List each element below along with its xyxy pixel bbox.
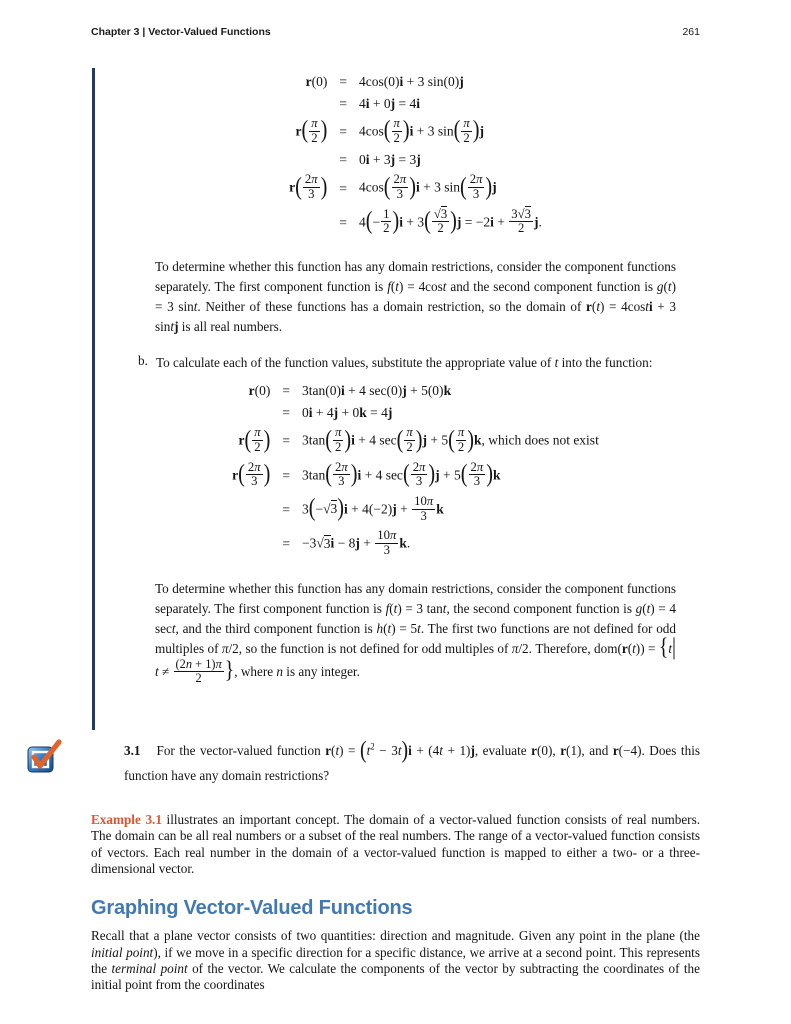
equals-sign: =	[339, 124, 347, 140]
italic-math: π	[457, 425, 465, 440]
italic-math: π	[476, 459, 484, 474]
bold-math: r	[612, 743, 619, 759]
big-delimiter: (	[396, 425, 404, 454]
fraction-numerator: 2π	[469, 172, 483, 187]
fraction-denominator: 3	[333, 474, 350, 489]
fraction-denominator: 3	[411, 474, 428, 489]
fraction-numerator: 2π	[393, 172, 407, 187]
bold-math: j	[174, 319, 179, 335]
fraction-denominator: 2	[456, 440, 466, 455]
equation-lhs	[289, 209, 339, 237]
equation-rhs: 0i + 4j + 0k = 4j	[301, 405, 393, 421]
fraction-numerator: 3√3	[511, 206, 531, 221]
bold-math: i	[357, 466, 362, 482]
italic-math: t	[155, 663, 159, 679]
fraction-numerator: 10π	[377, 528, 397, 543]
bold-math: j	[387, 405, 393, 421]
page-number: 261	[682, 26, 700, 38]
equation-rhs: 3(−√3)i + 4(−2)j + $\frac{10\pi}{3}$ k	[301, 493, 444, 523]
equation-row	[232, 405, 599, 421]
bold-math: j	[492, 179, 497, 195]
equals-sign: =	[282, 383, 290, 399]
equation-row	[232, 493, 599, 524]
fraction-denominator: 3	[412, 509, 435, 524]
fraction	[404, 426, 414, 454]
bold-math: j	[392, 501, 397, 517]
italic-math: π	[426, 493, 434, 508]
equation-rhs: 3tan(0)i + 4 sec(0)j + 5(0)k	[301, 383, 452, 399]
italic-math: π	[511, 640, 519, 656]
fraction-numerator	[432, 208, 449, 222]
equals-sign: =	[339, 214, 347, 230]
fraction	[468, 173, 485, 201]
italic-math: π	[221, 640, 229, 656]
equals-sign: =	[282, 502, 290, 518]
italic-math: π	[419, 459, 426, 474]
italic-math: f	[385, 600, 390, 616]
big-delimiter: )	[320, 173, 328, 201]
fraction	[309, 117, 319, 145]
big-delimiter: (	[325, 460, 332, 488]
fraction-numerator: 2π	[304, 172, 318, 187]
big-delimiter: (	[365, 207, 373, 235]
bold-math: i	[308, 405, 313, 421]
big-delimiter: )	[337, 494, 345, 523]
equation-rhs: 4i + 0j = 4i	[359, 96, 421, 111]
bold-math: i	[408, 743, 412, 759]
italic-math: π	[215, 656, 222, 671]
italic-math: n	[276, 663, 283, 679]
italic-math: π	[254, 459, 261, 474]
equation-row	[289, 74, 542, 90]
bold-math: r	[289, 179, 296, 195]
italic-math: t	[442, 600, 447, 616]
big-delimiter: (	[424, 207, 431, 235]
equation-lhs	[232, 459, 282, 490]
fraction	[303, 173, 320, 201]
big-delimiter: {	[658, 633, 669, 661]
italic-math: t	[646, 600, 651, 616]
italic-math: t	[442, 279, 447, 295]
bold-math: k	[436, 501, 444, 517]
fraction-denominator: 2	[309, 131, 319, 146]
big-delimiter: )	[486, 460, 493, 488]
bold-math: j	[390, 96, 396, 111]
equation-lhs	[232, 530, 282, 558]
fraction-numerator: 2π	[470, 459, 484, 474]
bold-math: j	[422, 432, 427, 448]
fraction-numerator	[333, 426, 343, 440]
big-delimiter: )	[392, 207, 400, 235]
italic-math: t	[395, 279, 399, 295]
fraction	[432, 208, 449, 236]
fraction	[246, 461, 263, 489]
italic-math: π	[311, 172, 318, 187]
equals-sign: =	[282, 536, 290, 552]
italic-math: π	[406, 425, 413, 440]
equation-rhs: 3tan( $\frac{2\pi}{3}$ )i + 4 sec( $\frac{2\pi}{3}$ )j + 5( $\frac{2\pi}{3}$ )k	[301, 459, 501, 489]
big-delimiter: )	[472, 116, 480, 145]
big-delimiter: )	[344, 425, 352, 454]
page-header	[0, 0, 791, 38]
equation-row	[232, 383, 599, 399]
big-delimiter: )	[450, 207, 457, 235]
bold-math: j	[470, 743, 475, 759]
checkpoint-text	[124, 735, 700, 788]
bold-math: j	[456, 214, 462, 230]
big-delimiter: (	[448, 425, 455, 454]
italic-math: g	[656, 279, 664, 295]
bold-math: r	[305, 74, 312, 89]
fraction-numerator: 1	[383, 206, 390, 221]
bold-math: i	[340, 383, 345, 399]
italic-math: t	[171, 620, 176, 636]
big-delimiter: )	[402, 116, 410, 145]
fraction-numerator: 2π	[334, 459, 348, 474]
fraction-numerator	[461, 117, 471, 131]
fraction-numerator: (2n + 1)π	[175, 656, 222, 671]
bold-math: i	[365, 96, 370, 111]
big-delimiter: |	[672, 633, 676, 661]
radicand: 3	[330, 501, 338, 517]
big-delimiter: )	[263, 425, 271, 454]
fraction-numerator	[456, 426, 466, 440]
equals-sign: =	[339, 180, 347, 196]
section-heading: Graphing Vector-Valued Functions	[91, 897, 413, 920]
bold-math: i	[399, 74, 404, 89]
fraction-denominator: 3	[469, 474, 486, 489]
italic-math: t	[193, 299, 198, 315]
fraction	[461, 117, 471, 145]
page-content	[0, 68, 791, 994]
italic-math: g	[635, 600, 643, 616]
italic-math: t	[417, 620, 421, 636]
fraction	[456, 426, 466, 454]
big-delimiter: (	[453, 116, 461, 145]
big-delimiter: )	[401, 735, 409, 764]
bold-math: j	[402, 383, 407, 399]
italic-math: π	[311, 116, 318, 130]
fraction-denominator: 2	[461, 131, 471, 146]
radicand: 3	[323, 535, 331, 551]
equation-block-b	[232, 377, 599, 565]
big-delimiter: (	[383, 173, 391, 201]
fraction-denominator: 2	[509, 221, 533, 236]
equation-rhs: 0i + 3j = 3j	[359, 152, 421, 168]
checkpoint-number: 3.1	[124, 743, 141, 759]
equals-sign: =	[339, 74, 347, 89]
example-solution	[91, 68, 700, 687]
fraction-numerator	[392, 117, 402, 131]
big-delimiter: (	[238, 460, 245, 488]
radicand: 3	[524, 206, 531, 221]
equation-lhs: r(0)	[248, 383, 271, 399]
bold-math: r	[295, 123, 302, 139]
big-delimiter: (	[383, 116, 391, 145]
italic-math: π	[476, 172, 483, 187]
equation-lhs	[289, 118, 339, 146]
italic-math: t	[668, 640, 673, 656]
fraction	[509, 208, 533, 236]
fraction	[411, 461, 428, 489]
example-note-paragraph: Example 3.1 illustrates an important concept. The domain of a vector-valued function consists of real numbers. The domain can be all real numbers or a subset of the real numbers. The range of a vector-valued function consists of vectors. Each real number in the domain of a vector-valued function is mapped to either a two- or a three-dimensional vector.	[91, 811, 701, 877]
italic-math: t	[632, 640, 636, 656]
example-label: Example 3.1	[91, 811, 162, 827]
equation-block-a	[289, 68, 542, 243]
big-delimiter: )	[428, 460, 436, 488]
bold-math: j	[435, 466, 440, 482]
big-delimiter: (	[459, 173, 467, 201]
bold-math: i	[415, 179, 420, 195]
fraction-numerator: 2π	[247, 459, 261, 474]
fraction	[381, 208, 391, 236]
fraction-denominator: 2	[252, 440, 262, 455]
fraction-denominator: 3	[375, 543, 398, 558]
italic-math: t	[439, 743, 443, 759]
equation-lhs	[289, 152, 339, 168]
equation-row	[289, 118, 542, 146]
big-delimiter: (	[295, 173, 302, 201]
equation-lhs	[289, 96, 339, 112]
bold-math: i	[351, 432, 355, 448]
item-b-intro: To calculate each of the function values, substitute the appropriate value of t into the function:	[156, 355, 653, 371]
big-delimiter: )	[485, 173, 493, 201]
radicand: 3	[440, 206, 448, 221]
equation-row	[232, 530, 599, 558]
fraction	[333, 461, 350, 489]
italic-math: t	[393, 600, 398, 616]
italic-math: h	[376, 620, 384, 636]
fraction	[392, 117, 402, 145]
big-delimiter: (	[402, 460, 410, 488]
fraction	[252, 426, 262, 454]
italic-math: π	[254, 425, 261, 440]
bold-math: j	[333, 405, 339, 421]
example-solution-rule	[92, 68, 95, 730]
bold-math: i	[365, 152, 370, 168]
bold-math: i	[330, 535, 335, 551]
italic-math: t	[596, 299, 600, 315]
square-root: √3	[517, 206, 531, 221]
big-delimiter: )	[320, 116, 328, 145]
square-root: √3	[433, 206, 448, 221]
bold-math: r	[531, 743, 537, 759]
bold-math: j	[416, 152, 421, 168]
big-delimiter: (	[244, 425, 252, 454]
bold-math: k	[492, 466, 501, 482]
checkbox-icon-svg	[27, 739, 63, 773]
equation-rhs: 4cos(0)i + 3 sin(0)j	[359, 74, 464, 89]
big-delimiter: (	[460, 460, 468, 488]
bold-math: j	[355, 535, 360, 551]
fraction-denominator: 3	[246, 474, 263, 489]
fraction-denominator: 2	[174, 671, 224, 685]
italic-math: initial point	[91, 944, 154, 960]
fraction-denominator: 2	[383, 221, 390, 236]
bold-math: i	[648, 299, 653, 315]
bold-math: i	[416, 96, 421, 111]
bold-math: j	[533, 214, 539, 230]
equals-sign: =	[282, 405, 290, 421]
checkpoint-question: For the vector-valued function $r(t) = (t^2 - 3t)i + (4t + 1)j$, evaluate r(0), r(1), and r(−4). Does this function have any domain restrictions?	[124, 735, 700, 783]
italic-math: π	[389, 528, 397, 543]
bold-math: r	[560, 743, 567, 759]
fraction-denominator: 3	[392, 187, 409, 202]
fraction-denominator: 3	[303, 187, 320, 202]
big-delimiter: )	[467, 425, 474, 454]
square-root: √3	[323, 501, 338, 517]
fraction	[392, 173, 409, 201]
big-delimiter: (	[308, 494, 316, 523]
fraction-numerator	[252, 426, 262, 440]
bold-math: k	[359, 405, 367, 421]
fraction-numerator: 2π	[412, 459, 426, 474]
checkpoint-checkbox-icon	[27, 739, 63, 773]
italic-math: π	[399, 172, 407, 187]
italic-math: t	[667, 279, 672, 295]
big-delimiter: (	[301, 116, 309, 145]
bold-math: j	[479, 123, 484, 139]
fraction-numerator: 10π	[414, 493, 434, 508]
domain-paragraph-b: To determine whether this function has any domain restrictions, consider the component functions separately. The first component function is f(t) = 3 tant, the second component function is g(t) = 4 sect, and the third component function is h(t) = 5t. The first two functions are not defined for odd multiples of π/2, so the function is not defined for odd multiples of π/2. Therefore, dom(r(t)) = {t|t ≠ $\frac{(2n + 1)\pi}{2}$ }, where n is any integer.	[155, 580, 676, 686]
big-delimiter: )	[409, 173, 416, 201]
fraction	[469, 461, 486, 489]
fraction	[375, 529, 398, 557]
square-root: √3	[316, 535, 331, 551]
equation-lhs	[289, 174, 339, 202]
fraction-denominator: 2	[333, 440, 343, 455]
equation-rhs: 4cos( $\frac{\pi}{2}$ )i + 3 sin( $\frac{\pi}{2}$ )j	[359, 116, 484, 145]
equals-sign: =	[282, 467, 290, 483]
big-delimiter: )	[415, 425, 423, 454]
fraction-numerator	[309, 117, 319, 131]
italic-math: t	[335, 743, 340, 759]
equation-row	[289, 206, 542, 237]
bold-math: k	[399, 535, 407, 551]
equation-row	[289, 152, 542, 168]
equation-lhs	[232, 427, 282, 455]
bold-math: k	[443, 383, 452, 399]
item-b	[138, 353, 676, 373]
equation-lhs	[232, 496, 282, 524]
equation-lhs: r(0)	[305, 74, 328, 89]
fraction-denominator: 2	[392, 131, 402, 146]
fraction-denominator: 2	[432, 221, 449, 236]
bold-math: j	[390, 152, 396, 168]
chapter-header: Chapter 3 | Vector-Valued Functions	[91, 26, 271, 38]
fraction	[174, 658, 224, 686]
italic-math: terminal point	[111, 961, 188, 977]
bold-math: j	[459, 74, 464, 89]
bold-math: i	[344, 501, 348, 517]
big-delimiter: )	[350, 460, 358, 488]
superscript: 2	[370, 741, 375, 752]
equation-rhs: 4(− $\frac{1}{2}$ )i + 3( $\frac{√3}{2}$ )j = −2i + $\frac{3√3}{2}$ j.	[359, 206, 542, 236]
italic-math: π	[341, 459, 348, 474]
italic-math: n	[185, 656, 193, 671]
bold-math: r	[248, 383, 255, 399]
big-delimiter: )	[263, 460, 271, 488]
domain-paragraph-a: To determine whether this function has any domain restrictions, consider the component functions separately. The first component function is f(t) = 4cost and the second component function is g(t) = 3 sint. Neither of these functions has a domain restriction, so the domain of r(t) = 4costi + 3 sintj is all real numbers.	[155, 259, 676, 335]
italic-math: t	[554, 355, 559, 371]
italic-math: t	[366, 743, 371, 759]
checkpoint-3-1	[91, 735, 700, 788]
item-b-label: b.	[138, 353, 148, 369]
italic-math: t	[387, 620, 392, 636]
equals-sign: =	[339, 152, 347, 168]
fraction-denominator: 2	[404, 440, 414, 455]
fraction-denominator: 3	[468, 187, 485, 202]
equation-rhs: 3tan( $\frac{\pi}{2}$ )i + 4 sec( $\frac{\pi}{2}$ )j + 5( $\frac{\pi}{2}$ )k, which does not exist	[301, 425, 599, 454]
equation-row	[232, 459, 599, 490]
big-delimiter: }	[224, 656, 235, 684]
italic-math: t	[397, 743, 402, 759]
italic-math: t	[645, 299, 649, 315]
bold-math: r	[232, 466, 239, 482]
equation-row	[289, 174, 542, 202]
equation-rhs: −3√3i − 8j + $\frac{10\pi}{3}$ k.	[301, 528, 411, 557]
equation-lhs	[232, 405, 282, 421]
big-delimiter: (	[360, 735, 367, 764]
bold-math: i	[409, 123, 414, 139]
bold-math: r	[238, 432, 245, 448]
big-delimiter: (	[325, 425, 332, 454]
equals-sign: =	[339, 96, 347, 111]
italic-math: π	[463, 116, 470, 130]
bold-math: r	[586, 299, 592, 315]
intro-paragraph: Recall that a plane vector consists of two quantities: direction and magnitude. Given any point in the plane (the initial point), if we move in a specific direction for a specific distance, we arrive at a second point. This represents the terminal point of the vector. We calculate the components of the vector by subtracting the coordinates of the initial point from the coordinates	[91, 928, 700, 993]
bold-math: i	[399, 214, 403, 230]
bold-math: r	[325, 743, 332, 759]
bold-math: r	[621, 640, 628, 656]
italic-math: t	[170, 319, 175, 335]
equation-row	[289, 96, 542, 112]
bold-math: k	[473, 432, 482, 448]
fraction-numerator	[404, 426, 414, 440]
fraction	[412, 495, 435, 523]
italic-math: π	[393, 116, 400, 130]
italic-math: f	[387, 279, 391, 295]
equation-rhs: 4cos( $\frac{2\pi}{3}$ )i + 3 sin( $\frac{2\pi}{3}$ )j	[359, 172, 497, 202]
italic-math: π	[334, 425, 342, 440]
equals-sign: =	[282, 433, 290, 449]
bold-math: i	[490, 214, 494, 230]
equation-row	[232, 427, 599, 455]
fraction	[333, 426, 343, 454]
